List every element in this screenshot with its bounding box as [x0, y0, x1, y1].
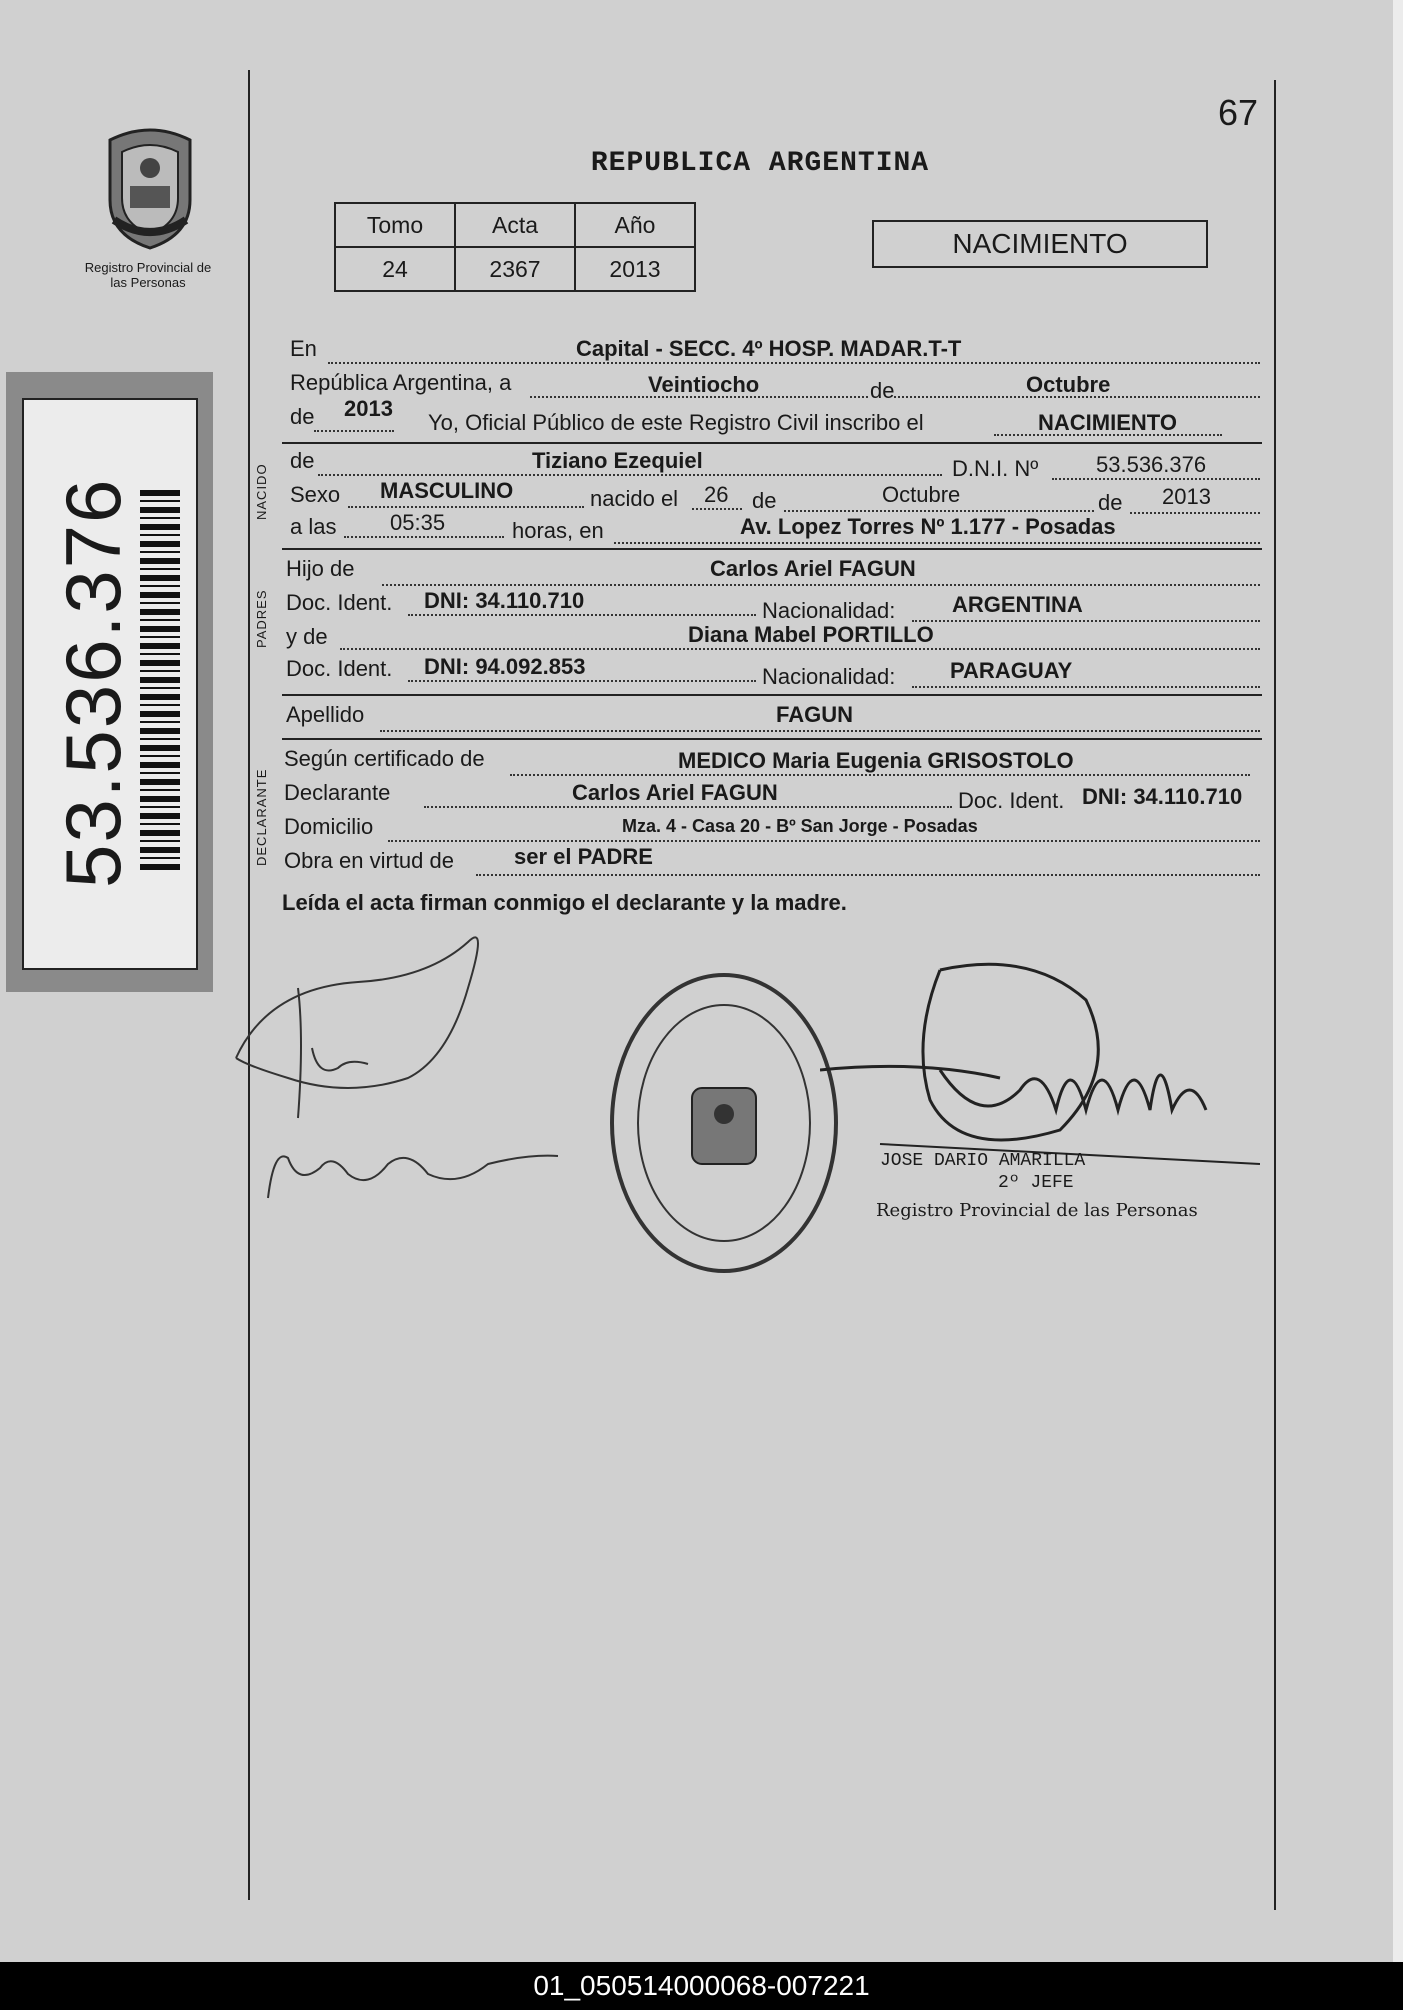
label-republica: República Argentina, a [290, 370, 512, 395]
record-header-acta: Acta [455, 203, 575, 247]
official-name: JOSE DARIO AMARILLA [880, 1151, 1086, 1171]
dotted-line [476, 874, 1260, 876]
label-obra: Obra en virtud de [284, 848, 454, 873]
label-horas-en: horas, en [512, 518, 604, 543]
label-de: de [870, 378, 895, 403]
closing-statement: Leída el acta firman conmigo el declarante y la madre. [282, 890, 847, 915]
dotted-line [912, 686, 1260, 688]
dotted-line [408, 614, 756, 616]
value-declarante: Carlos Ariel FAGUN [572, 780, 778, 805]
registry-caption: Registro Provincial de las Personas [84, 260, 212, 290]
value-nombre: Tiziano Ezequiel [532, 448, 703, 473]
label-nacionalidad: Nacionalidad: [762, 598, 896, 623]
label-dni: D.N.I. Nº [952, 456, 1039, 481]
value-domicilio: Mza. 4 - Casa 20 - Bº San Jorge - Posadas [622, 816, 978, 836]
label-doc-ident: Doc. Ident. [286, 590, 393, 615]
dotted-line [1052, 478, 1260, 480]
dotted-line [614, 542, 1260, 544]
record-table [334, 202, 696, 292]
record-value-tomo: 24 [335, 247, 455, 291]
value-dia-nac: 26 [704, 482, 729, 507]
value-apellido: FAGUN [776, 702, 853, 727]
value-madre: Diana Mabel PORTILLO [688, 622, 934, 647]
dotted-line [912, 620, 1260, 622]
dotted-line [344, 536, 504, 538]
value-anio-nac: 2013 [1162, 484, 1211, 509]
value-sexo: MASCULINO [380, 478, 514, 503]
signature-declarante [228, 928, 608, 1228]
official-stamp-icon [604, 968, 844, 1278]
section-divider [282, 442, 1262, 444]
section-divider [282, 694, 1262, 696]
signature-official [820, 960, 1260, 1180]
barcode-number: 53.536.376 [49, 477, 137, 888]
section-divider [282, 548, 1262, 550]
label-nombre-de: de [290, 448, 315, 473]
label-nacido-el: nacido el [590, 486, 679, 511]
value-certificado: MEDICO Maria Eugenia GRISOSTOLO [678, 748, 1074, 773]
page-number: 67 [1218, 92, 1259, 133]
label-de2: de [290, 404, 315, 429]
label-nacionalidad-2: Nacionalidad: [762, 664, 896, 689]
section-label-padres: PADRES [254, 589, 269, 648]
barcode-bars [140, 490, 180, 870]
section-divider [282, 738, 1262, 740]
value-madre-nac: PARAGUAY [950, 658, 1073, 683]
label-doc-ident-2: Doc. Ident. [286, 656, 393, 681]
label-sexo: Sexo [290, 482, 341, 507]
value-hora: 05:35 [390, 510, 446, 535]
value-acto: NACIMIENTO [1038, 410, 1177, 435]
label-hijo-de: Hijo de [286, 556, 355, 581]
dotted-line [348, 506, 584, 508]
dotted-line [1130, 512, 1260, 514]
dotted-line [382, 584, 1260, 586]
official-name-block [880, 1150, 1085, 1194]
label-doc-ident-3: Doc. Ident. [958, 788, 1065, 813]
dotted-line [692, 508, 742, 510]
label-de3: de [752, 488, 777, 513]
value-madre-doc: DNI: 94.092.853 [424, 654, 586, 679]
value-padre-nac: ARGENTINA [952, 592, 1083, 617]
label-declarante: Declarante [284, 780, 391, 805]
official-role: 2º JEFE [998, 1173, 1074, 1193]
dotted-line [388, 840, 1260, 842]
label-de4: de [1098, 490, 1123, 515]
value-padre-doc: DNI: 34.110.710 [424, 588, 585, 613]
section-label-declarante: DECLARANTE [254, 768, 269, 866]
right-margin-line [1274, 80, 1276, 1910]
value-dni: 53.536.376 [1096, 452, 1207, 477]
section-label-nacido: NACIDO [254, 463, 269, 520]
label-segun: Según certificado de [284, 746, 485, 771]
certificate-type: NACIMIENTO [872, 220, 1208, 268]
label-yo: Yo, Oficial Público de este Registro Civil inscribo el [428, 410, 924, 435]
page-edge [1393, 0, 1403, 1962]
dotted-line [380, 730, 1260, 732]
value-declarante-doc: DNI: 34.110.710 [1082, 784, 1243, 809]
value-padre: Carlos Ariel FAGUN [710, 556, 916, 581]
record-value-anio: 2013 [575, 247, 695, 291]
dotted-line [784, 510, 1094, 512]
value-mes: Octubre [1026, 372, 1111, 397]
dotted-line [314, 430, 394, 432]
dotted-line [318, 474, 942, 476]
dotted-line [408, 680, 756, 682]
dotted-line [328, 362, 1260, 364]
label-en: En [290, 336, 317, 361]
dotted-line [340, 648, 1260, 650]
label-domicilio: Domicilio [284, 814, 374, 839]
value-dia-letras: Veintiocho [648, 372, 760, 397]
record-value-acta: 2367 [455, 247, 575, 291]
label-apellido: Apellido [286, 702, 365, 727]
province-seal-icon [100, 120, 200, 250]
value-lugar-nac: Av. Lopez Torres Nº 1.177 - Posadas [740, 514, 1116, 539]
label-y-de: y de [286, 624, 328, 649]
dotted-line [530, 396, 1260, 398]
value-obra: ser el PADRE [514, 844, 653, 869]
dotted-line [424, 806, 952, 808]
page-title: REPUBLICA ARGENTINA [590, 148, 930, 179]
record-header-tomo: Tomo [335, 203, 455, 247]
value-mes-nac: Octubre [882, 482, 961, 507]
record-header-anio: Año [575, 203, 695, 247]
label-a-las: a las [290, 514, 337, 539]
value-anio: 2013 [344, 396, 393, 421]
official-office: Registro Provincial de las Personas [876, 1200, 1198, 1221]
document-id: 01_050514000068-007221 [0, 1962, 1403, 2010]
value-lugar: Capital - SECC. 4º HOSP. MADAR.T-T [576, 336, 962, 361]
dotted-line [510, 774, 1250, 776]
